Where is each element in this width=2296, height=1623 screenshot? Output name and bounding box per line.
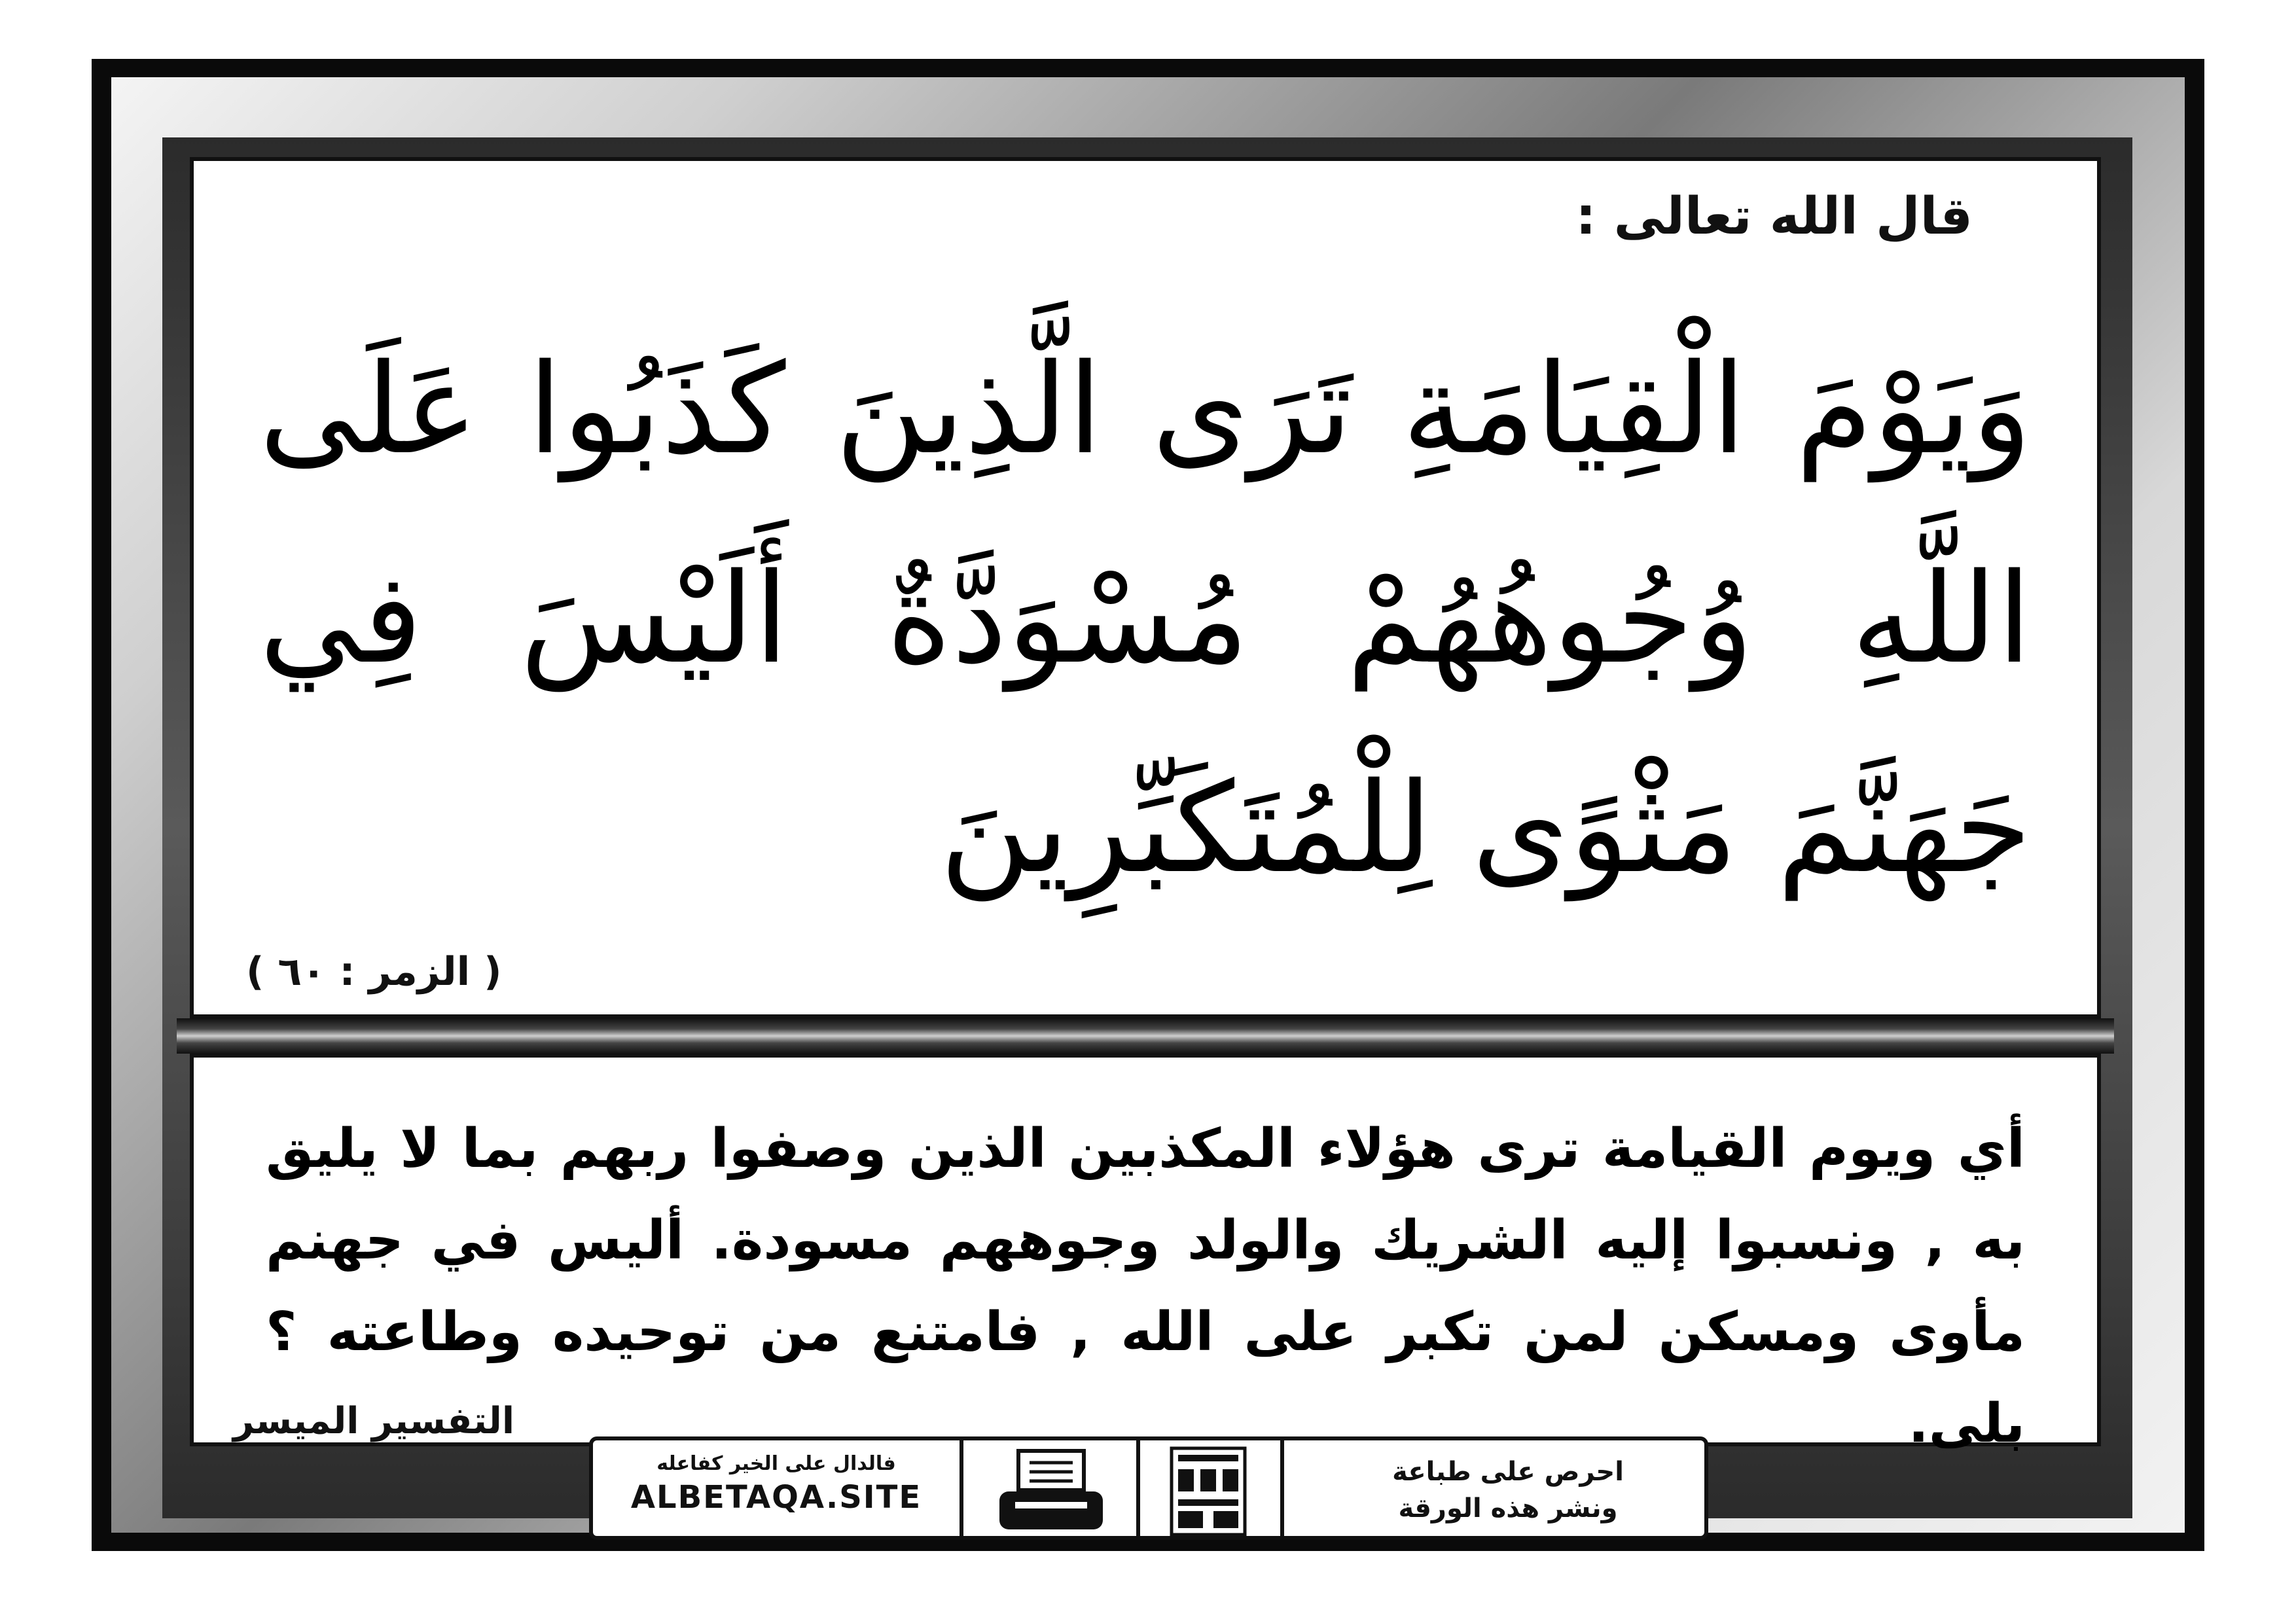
verse-reference: ( الزمر : ٦٠ ): [246, 949, 502, 995]
tafsir-text: أي ويوم القيامة ترى هؤلاء المكذبين الذين وصفوا ربهم بما لا يليق به , ونسبوا إليه الشريك والولد وجوههم مسودة. أليس في جهنم مأوى ومسكن لمن تكبر على الله , فامتنع من توحيده وطاعته ؟ بلى.: [266, 1118, 2025, 1455]
verse-panel: [190, 157, 2101, 1018]
panel-divider: [177, 1018, 2114, 1054]
logo-icon: [1169, 1446, 1247, 1537]
footer-print-line-2: ونشر هذه الورقة: [1398, 1493, 1618, 1524]
footer-divider: [1136, 1440, 1140, 1536]
footer-bar: [589, 1436, 1708, 1540]
footer-site-block: [619, 1452, 933, 1516]
footer-divider: [1280, 1440, 1284, 1536]
footer-divider: [960, 1440, 963, 1536]
footer-print-note: [1338, 1454, 1678, 1527]
footer-print-line-1: احرص على طباعة: [1392, 1457, 1624, 1487]
tafsir-panel: [190, 1054, 2101, 1455]
footer-site-link[interactable]: ALBETAQA.SITE: [630, 1479, 922, 1516]
verse-intro: قال الله تعالى :: [1575, 187, 1973, 246]
tafsir-source: التفسير الميسر: [233, 1400, 515, 1442]
footer-slogan: فالدال على الخير كفاعله: [656, 1452, 896, 1475]
verse-text: وَيَوْمَ الْقِيَامَةِ تَرَى الَّذِينَ كَذَبُوا عَلَى اللَّهِ وُجُوهُهُمْ مُسْوَدَّةٌ أَلَيْسَ فِي جَهَنَّمَ مَثْوًى لِلْمُتَكَبِّرِينَ: [259, 337, 2032, 901]
printer-icon: [996, 1448, 1107, 1532]
